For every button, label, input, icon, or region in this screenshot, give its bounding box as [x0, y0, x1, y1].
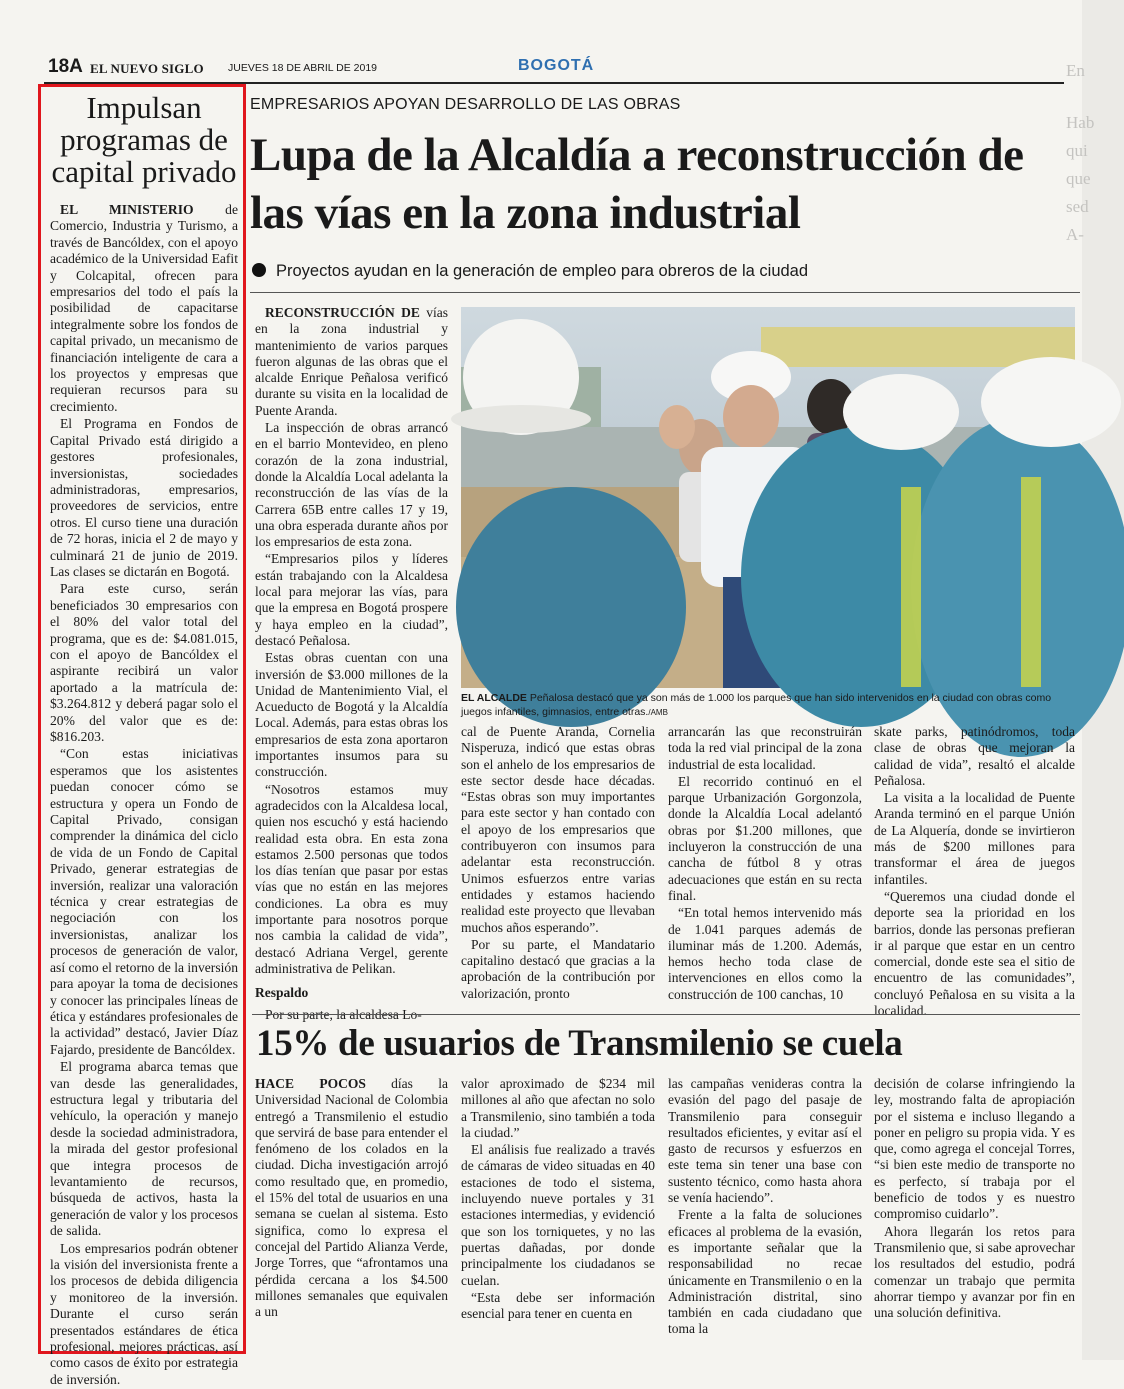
paragraph-text: cal de Puente Aranda, Cornelia Nisperuza, indicó que estas obras son el anhelo de los empresarios de este sector desde hace décadas. “Estas obras son muy importantes para este sector y han contado con el apoyo de los empresarios que contribuyeron con insumos para adelantar esta reconstrucción. Unimos esfuerzos entre varias entidades y estamos haciendo realidad este proyecto que llevaban muchos años esperando”. [461, 724, 655, 935]
section-subhead: Respaldo [255, 985, 309, 1001]
paragraph [255, 551, 448, 649]
paragraph [255, 1076, 448, 1320]
paragraph-text: Por su parte, el Mandatario capitalino destacó que gracias a la aprobación de la contribución por valorización, pronto [461, 936, 655, 1001]
paragraph-text: “Empresarios pilos y líderes están trabajando con la Alcaldesa local para mejorar las vías, para que la empresa en Bogotá prospere y haya empleo en la ciudad”, destacó Peñalosa. [255, 551, 448, 648]
paragraph [255, 305, 448, 419]
paragraph [874, 1224, 1075, 1322]
sidebar-title: Impulsan programas de capital privado [51, 90, 237, 189]
paragraph [461, 1142, 655, 1289]
bleed-line: que [1066, 169, 1091, 188]
article2-column-2 [461, 1076, 655, 1322]
paragraph [461, 724, 655, 936]
paragraph-text: El análisis fue realizado a través de cámaras de video situadas en 40 estaciones de todo el sistema, incluyendo nueve portales y 31 estaciones intermedias, y evidenció que son los torniquetes, y no las puertas dañadas, por donde principalmente los ciudadanos se cuelan. [461, 1142, 655, 1288]
sidebar-article [50, 92, 238, 1389]
page-number: 18A [48, 56, 83, 77]
paragraph-text: de Comercio, Industria y Turismo, a través de Bancóldex, con el apoyo académico de la Universidad Eafit y Colcapital, ofrecen para empresarios del todo el país la posibilidad de capacitarse integralmente sobre los fondos de capital privado, un mecanismo de financiación inteligente de cara a los proyectos y empresas que requieran recursos para su crecimiento. [50, 202, 238, 414]
paragraph-text: “Esta debe ser información esencial para tener en cuenta en [461, 1289, 655, 1322]
article-kicker: EMPRESARIOS APOYAN DESARROLLO DE LAS OBRAS [250, 96, 681, 113]
article-column-4 [874, 724, 1075, 1019]
sidebar-body [50, 202, 238, 1388]
paragraph [50, 1241, 238, 1389]
article-column-2 [461, 724, 655, 1013]
paragraph [255, 782, 448, 978]
caption-text: Peñalosa destacó que ya son más de 1.000 los parques que han sido intervenidos en la ciudad con obras como juegos infantiles, gimnasios, entre otras. [461, 692, 1052, 718]
issue-date: JUEVES 18 DE ABRIL DE 2019 [228, 62, 378, 74]
article-subhead [252, 262, 808, 281]
paragraph [50, 1059, 238, 1239]
paragraph-text: Para este curso, serán beneficiados 30 empresarios con el 80% del valor total del programa, que es de: $4.081.015, con el apoyo de Bancóldex el aspirante recibirá un valor aportado a la matrícula de: $3.264.812 y deberá pagar solo el 20% del valor que es de: $816.203. [50, 581, 238, 744]
paragraph [461, 1290, 655, 1323]
paragraph [255, 420, 448, 550]
photo-credit: /AMB [648, 707, 668, 717]
paragraph-text: La visita a la localidad de Puente Aranda terminó en el parque Unión de La Alquería, donde se invirtieron más de $200 millones para transformar el área de juegos infantiles. [874, 790, 1075, 887]
paragraph [668, 774, 862, 904]
article2-column-4 [874, 1076, 1075, 1321]
photo-caption [461, 692, 1075, 719]
paragraph-text: “Nosotros estamos muy agradecidos con la Alcaldesa local, quien nos escuchó y está haciendo realidad esta obra. En esta zona estamos 2.500 personas que todos los días tenían que pasar por estas vías que no están en las mejores condiciones. La obra es muy importante para nosotros porque nos cambia la calidad de vida”, destacó Adriana Vergel, gerente administrativa de Pelikan. [255, 781, 448, 976]
paragraph-text: vías en la zona industrial y mantenimiento de varios parques fueron algunas de las obras que el alcalde Enrique Peñalosa verificó durante su visita en la localidad de Puente Aranda. [255, 305, 448, 418]
caption-lead: EL ALCALDE [461, 692, 527, 704]
paragraph-lead: RECONSTRUCCIÓN DE [265, 305, 420, 320]
paragraph-lead: HACE POCOS [255, 1076, 366, 1091]
bleed-line: sed [1066, 197, 1089, 216]
paragraph-text: Los empresarios podrán obtener la visión del inversionista frente a los procesos de debida diligencia y monitoreo de la inversión. Durante el curso serán presentados estándares de ética profesional, mejores prácticas, así como casos de éxito por estrategia de inversión. [50, 1240, 238, 1387]
paragraph [50, 202, 238, 415]
paragraph-text: “Queremos una ciudad donde el deporte sea la prioridad en los barrios, donde las personas prefieran ir al parque que estar en un centro comercial, donde este sea el sitio de encuentro de las comunidades”, concluyó Peñalosa en su visita a la localidad. [874, 888, 1075, 1019]
photo-illustration [461, 307, 1075, 688]
paragraph [461, 1076, 655, 1141]
paragraph: Por su parte, la alcaldesa Lo- [265, 1007, 422, 1023]
paragraph-text: “En total hemos intervenido más de 1.041 parques además de iluminar más de 1.200. Además, hemos hecho toda clase de intervenciones en ellos como la construcción de 100 canchas, 10 [668, 905, 862, 1002]
paragraph-text: La inspección de obras arrancó en el barrio Montevideo, en pleno corazón de la zona industrial, donde la Alcaldía Local adelanta la reconstrucción de las vías de la Carrera 65B entre calles 17 y 19, una obra esperada durante años por los empresarios de esta zona. [255, 420, 448, 550]
page-header [46, 56, 1064, 80]
paragraph-text: arrancarán las que reconstruirán toda la red vial principal de la zona industrial de esta localidad. [668, 724, 862, 772]
article2-headline: 15% de usuarios de Transmilenio se cuela [256, 1023, 903, 1064]
paragraph-text: El programa abarca temas que van desde las generalidades, estructura legal y tributaria del vehículo, la operación y manejo desde la sociedad administradora, la mirada del gestor profesional que integra procesos de levantamiento de recursos, búsqueda de activos, hasta la generación de valor y los procesos de salida. [50, 1059, 238, 1239]
paragraph [50, 416, 238, 580]
paragraph-text: valor aproximado de $234 mil millones al año que afectan no solo a Transmilenio, sino también a toda la ciudad.” [461, 1076, 655, 1140]
paragraph-text: “Con estas iniciativas esperamos que los asistentes puedan conocer cómo se estructura y opera un Fondo de Capital Privado, consigan comprender la dinámica del ciclo de vida de un Fondo de Capital Privado, generar estrategias de inversión, realizar una valoración técnica y crear estrategias de negociación con los inversionistas, analizar los procesos de generación de valor, así como el retorno de la inversión para apoyar la toma de decisiones y conocer las principales líneas de ética y estándares profesionales de la actividad” destacó, Javier Díaz Fajardo, presidente de Bancóldex. [50, 746, 238, 1057]
section-divider [252, 1014, 1080, 1015]
paragraph [668, 724, 862, 773]
paragraph [50, 581, 238, 745]
paragraph-lead: EL MINISTERIO [60, 202, 194, 217]
paragraph-text: días la Universidad Nacional de Colombia entregó a Transmilenio el estudio que servirá de base para entender el fenómeno de los colados en la ciudad. Dicha investigación arrojó como resultado que, en promedio, el 15% del total de usuarios en una semana se cuelan al sistema. Esto significa, como lo expresa el concejal del Partido Alianza Verde, Jorge Torres, que “afrontamos una pérdida cercana a los $4.500 millones semanales que equivalen a un [255, 1076, 448, 1320]
bleed-line: En [1066, 61, 1085, 80]
paragraph [874, 790, 1075, 888]
paragraph [668, 1207, 862, 1337]
paragraph-text: Ahora llegarán los retos para Transmilenio que, si sabe aprovechar los resultados del estudio, podrá comenzar un trabajo que permita ahorrar tiempo y avanzar por fin en una solución definitiva. [874, 1223, 1075, 1321]
paragraph [874, 724, 1075, 789]
paragraph-text: El recorrido continuó en el parque Urbanización Gorgonzola, donde la Alcaldía Local adelantó obras por $1.200 millones, que incluyeron la construcción de una cancha de fútbol 8 y otras adecuaciones que están en su recta final. [668, 773, 862, 903]
article-column-1 [255, 305, 448, 1023]
paragraph-text: El Programa en Fondos de Capital Privado está dirigido a gestores profesionales, inversionistas, sociedades administradoras, empresarios, proveedores de servicios, entre otros. El curso tiene una duración de 72 horas, inicia el 2 de mayo y culminará 21 de junio de 2019. Las clases se dictarán en Bogotá. [50, 416, 238, 579]
paragraph [668, 1076, 862, 1206]
paragraph [874, 1076, 1075, 1223]
bleed-line: A- [1066, 225, 1084, 244]
paragraph [50, 746, 238, 1058]
bleed-line: qui [1066, 141, 1088, 160]
article2-column-1 [255, 1076, 448, 1320]
bleed-line: Hab [1066, 113, 1095, 132]
paragraph-text: decisión de colarse infringiendo la ley, mostrando falta de apropiación por el sistema e incluso llegando a poner en peligro su propia vida. Y es que, como agrega el concejal Torres, “si bien este medio de transporte no es perfecto, sí trabaja por el beneficio de todos y es nuestro compromiso cuidarlo”. [874, 1076, 1075, 1222]
paragraph-text: Estas obras cuentan con una inversión de $3.000 millones de la Unidad de Mantenimiento Vial, el Acueducto de Bogotá y la Alcaldía Local. Además, para estas obras los empresarios de esta zona aportaron importantes insumos para su construcción. [255, 650, 448, 780]
article2-column-3 [668, 1076, 862, 1337]
newspaper-name: EL NUEVO SIGLO [90, 61, 204, 76]
news-photo [461, 307, 1075, 688]
article-headline: Lupa de la Alcaldía a reconstrucción de las vías en la zona industrial [250, 129, 1024, 239]
paragraph-text: skate parks, patinódromos, toda clase de obras que mejoran la calidad de vida”, resaltó el alcalde Peñalosa. [874, 724, 1075, 788]
article-subhead-text: Proyectos ayudan en la generación de empleo para obreros de la ciudad [276, 262, 809, 280]
section-name: BOGOTÁ [518, 57, 595, 74]
paragraph [668, 905, 862, 1003]
paragraph [874, 889, 1075, 1019]
paragraph-text: las campañas venideras contra la evasión del pago del pasaje de Transmilenio para conseguir resultados eficientes, y evitar así el gasto de recursos y esfuerzos en este tema sin tener una base con sustento técnico, como hasta ahora se venía haciendo”. [668, 1076, 862, 1206]
subhead-rule [250, 292, 1080, 293]
article-column-3 [668, 724, 862, 1013]
paragraph-text: Frente a la falta de soluciones eficaces al problema de la evasión, es importante señalar que la responsabilidad no recae únicamente en Transmilenio o en la Administración distrital, sino también en cada ciudadano que toma la [668, 1207, 862, 1337]
paragraph [461, 937, 655, 1002]
bullet-icon [252, 263, 266, 277]
paragraph [255, 650, 448, 780]
